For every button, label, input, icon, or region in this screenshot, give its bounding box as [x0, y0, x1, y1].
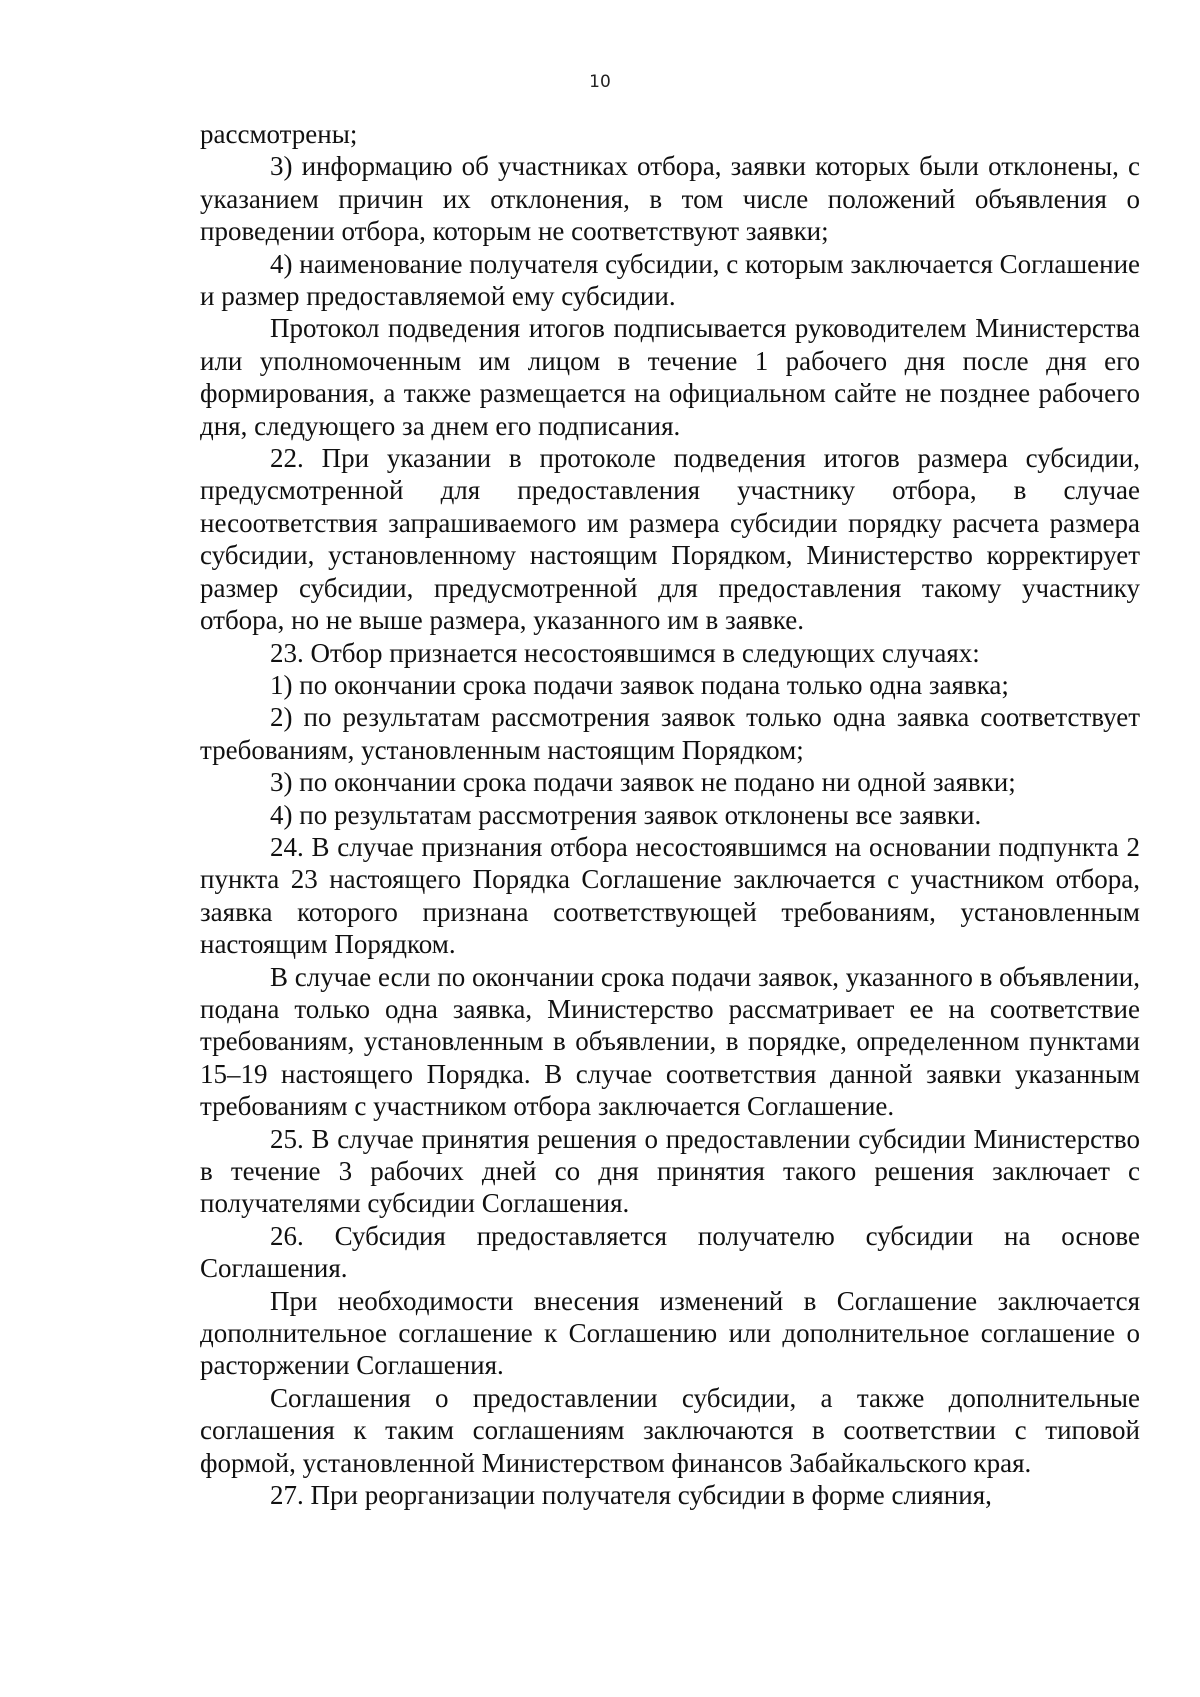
paragraph: 22. При указании в протоколе подведения итогов размера субсидии, предусмотренной для предоставления участнику отбора, в случае несоответствия запрашиваемого им размера субсидии порядку расчета размера субсидии, установленному настоящим Порядком, Министерство корректирует размер субсидии, предусмотренной для предоставления такому участнику отбора, но не выше размера, указанного им в заявке. — [200, 443, 1140, 636]
paragraph: 4) по результатам рассмотрения заявок отклонены все заявки. — [270, 799, 982, 830]
paragraph: 3) информацию об участниках отбора, заявки которых были отклонены, с указанием причин их отклонения, в том числе положений объявления о проведении отбора, которым не соответствуют заявки; — [200, 151, 1140, 247]
paragraph: 25. В случае принятия решения о предоставлении субсидии Министерство в течение 3 рабочих дней со дня принятия такого решения заключает с получателями субсидии Соглашения. — [200, 1123, 1140, 1219]
paragraph: 23. Отбор признается несостоявшимся в следующих случаях: — [270, 637, 980, 668]
paragraph: 26. Субсидия предоставляется получателю субсидии на основе Соглашения. — [200, 1220, 1140, 1284]
paragraph: Соглашения о предоставлении субсидии, а также дополнительные соглашения к таким соглашениям заключаются в соответствии с типовой формой, установленной Министерством финансов Забайкальского края. — [200, 1382, 1140, 1478]
paragraph: 3) по окончании срока подачи заявок не подано ни одной заявки; — [270, 767, 1016, 798]
paragraph: рассмотрены; — [200, 119, 358, 149]
paragraph: 27. При реорганизации получателя субсидии в форме слияния, — [270, 1480, 992, 1511]
paragraph: 2) по результатам рассмотрения заявок только одна заявка соответствует требованиям, установленным настоящим Порядком; — [200, 702, 1140, 765]
paragraph: 1) по окончании срока подачи заявок подана только одна заявка; — [270, 669, 1009, 700]
paragraph: 4) наименование получателя субсидии, с которым заключается Соглашение и размер предоставляемой ему субсидии. — [200, 248, 1140, 312]
paragraph: Протокол подведения итогов подписывается руководителем Министерства или уполномоченным им лицом в течение 1 рабочего дня после дня его формирования, а также размещается на официальном сайте не позднее рабочего дня, следующего за днем его подписания. — [200, 313, 1140, 441]
paragraph: При необходимости внесения изменений в Соглашение заключается дополнительное соглашение к Соглашению или дополнительное соглашение о расторжении Соглашения. — [200, 1285, 1140, 1381]
document-body — [200, 118, 1140, 1511]
paragraph: В случае если по окончании срока подачи заявок, указанного в объявлении, подана только одна заявка, Министерство рассматривает ее на соответствие требованиям, установленным в объявлении, в порядке, определенном пунктами 15–19 настоящего Порядка. В случае соответствия данной заявки указанным требованиям с участником отбора заключается Соглашение. — [200, 961, 1140, 1122]
page-number: 10 — [589, 72, 611, 92]
paragraph: 24. В случае признания отбора несостоявшимся на основании подпункта 2 пункта 23 настоящего Порядка Соглашение заключается с участником отбора, заявка которого признана соответствующей требованиям, установленным настоящим Порядком. — [200, 831, 1140, 960]
